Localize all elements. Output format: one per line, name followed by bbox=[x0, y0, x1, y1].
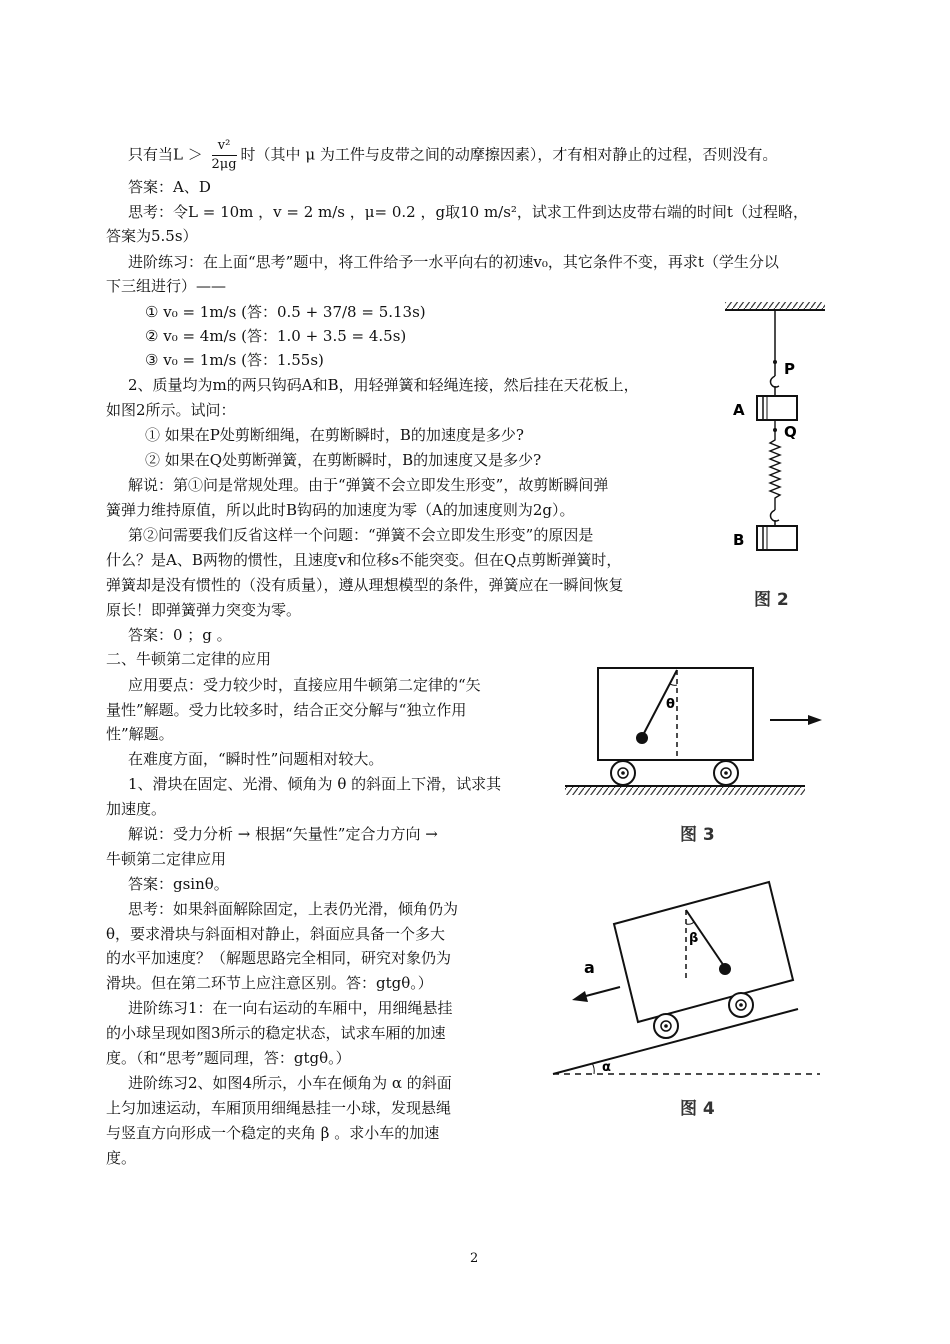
velocity-arrowhead bbox=[808, 715, 822, 725]
point-p bbox=[773, 360, 777, 364]
label-a: a bbox=[584, 958, 595, 977]
label-p: P bbox=[784, 360, 795, 378]
text-line: 进阶练习2、如图4所示，小车在倾角为 α 的斜面 bbox=[128, 1074, 452, 1092]
text-line: 原长！即弹簧弹力突变为零。 bbox=[106, 601, 302, 619]
car-body bbox=[614, 882, 793, 1022]
figure-4-caption: 图 4 bbox=[680, 1099, 715, 1119]
section-heading: 二、牛顿第二定律的应用 bbox=[106, 650, 272, 668]
text-line: 与竖直方向形成一个稳定的夹角 β 。求小车的加速 bbox=[106, 1124, 440, 1142]
label-theta: θ bbox=[666, 697, 675, 712]
wheel-right bbox=[714, 761, 738, 785]
label-alpha: α bbox=[602, 1060, 611, 1075]
text-line: 在难度方面，“瞬时性”问题相对较大。 bbox=[128, 750, 384, 768]
text-line: ② 如果在Q处剪断弹簧，在剪断瞬时，B的加速度又是多少? bbox=[145, 451, 542, 469]
hook-b bbox=[771, 510, 780, 521]
text-line: ③ v₀ = 1m/s (答：1.55s) bbox=[145, 351, 324, 369]
text-line: 思考：如果斜面解除固定，上表仍光滑，倾角仍为 bbox=[128, 900, 459, 918]
label-b: B bbox=[733, 531, 745, 549]
wheel-left bbox=[654, 1014, 678, 1038]
text-line: ① v₀ = 1m/s (答：0.5 + 37/8 = 5.13s) bbox=[145, 303, 426, 321]
ground-hatch bbox=[565, 787, 805, 795]
text-line: 度。 bbox=[106, 1149, 137, 1167]
spring bbox=[770, 420, 780, 510]
car-body bbox=[598, 668, 753, 760]
text-line: 下三组进行）—— bbox=[106, 277, 227, 295]
page-number: 2 bbox=[470, 1251, 479, 1266]
formula-line bbox=[128, 137, 777, 174]
text-line: 答案：gsinθ。 bbox=[128, 875, 229, 893]
figure-2 bbox=[715, 300, 835, 620]
text-line: 的小球呈现如图3所示的稳定状态，试求车厢的加速 bbox=[106, 1024, 446, 1042]
text-line: 2、质量均为m的两只钩码A和B，用轻弹簧和轻绳连接，然后挂在天花板上， bbox=[128, 376, 639, 394]
label-a: A bbox=[733, 401, 745, 419]
pendulum-ball bbox=[636, 732, 648, 744]
text-line: 滑块。但在第二环节上应注意区别。答：gtgθ。） bbox=[106, 974, 433, 992]
text-line: 答案：A、D bbox=[128, 178, 211, 196]
text-line: 量性”解题。受力比较多时，结合正交分解与“独立作用 bbox=[106, 701, 467, 719]
text-line: 答案为5.5s） bbox=[106, 227, 198, 245]
text-line: 1、滑块在固定、光滑、倾角为 θ 的斜面上下滑，试求其 bbox=[128, 775, 502, 793]
acceleration-arrow bbox=[582, 987, 620, 997]
text-line: 第②问需要我们反省这样一个问题：“弹簧不会立即发生形变”的原因是 bbox=[128, 526, 594, 544]
wheel-right bbox=[729, 993, 753, 1017]
label-q: Q bbox=[784, 423, 797, 441]
text-line: 进阶练习：在上面“思考”题中，将工件给予一水平向右的初速v₀，其它条件不变，再求t（学生分以 bbox=[128, 253, 779, 271]
text-line: θ，要求滑块与斜面相对静止，斜面应具备一个多大 bbox=[106, 925, 446, 943]
wheel-left bbox=[611, 761, 635, 785]
text-line: 度。（和“思考”题同理，答：gtgθ。） bbox=[106, 1049, 351, 1067]
ceiling-hatch bbox=[725, 302, 825, 310]
figure-2-caption: 图 2 bbox=[754, 590, 789, 610]
fraction bbox=[212, 137, 237, 174]
line-text: 只有当L ＞ bbox=[128, 145, 208, 164]
acceleration-arrowhead bbox=[572, 991, 588, 1002]
text-line: 上匀加速运动，车厢顶用细绳悬挂一小球，发现悬绳 bbox=[106, 1099, 452, 1117]
text-line: 簧弹力维持原值，所以此时B钩码的加速度为零（A的加速度则为2g）。 bbox=[106, 501, 575, 519]
text-line: 答案：0 ；g 。 bbox=[128, 626, 232, 644]
text-line: ① 如果在P处剪断细绳，在剪断瞬时，B的加速度是多少? bbox=[145, 426, 524, 444]
text-line: 的水平加速度？（解题思路完全相同，研究对象仍为 bbox=[106, 949, 452, 967]
text-line: 解说：受力分析 → 根据“矢量性”定合力方向 → bbox=[128, 825, 438, 843]
fraction-denominator: 2μg bbox=[211, 157, 237, 172]
line-text: 时（其中 μ 为工件与皮带之间的动摩擦因素），才有相对静止的过程，否则没有。 bbox=[240, 145, 778, 164]
fraction-numerator: v² bbox=[212, 137, 237, 156]
incline-angle-arc bbox=[592, 1063, 594, 1074]
text-line: 牛顿第二定律应用 bbox=[106, 850, 227, 868]
text-line: 弹簧却是没有惯性的（没有质量），遵从理想模型的条件，弹簧应在一瞬间恢复 bbox=[106, 576, 624, 594]
text-line: 如图2所示。试问： bbox=[106, 401, 236, 419]
text-line: 加速度。 bbox=[106, 800, 167, 818]
text-line: 应用要点：受力较少时，直接应用牛顿第二定律的“矢 bbox=[128, 676, 481, 694]
figure-4 bbox=[548, 862, 828, 1082]
figure-3-caption: 图 3 bbox=[680, 825, 715, 845]
figure-3 bbox=[560, 660, 830, 810]
text-line: 什么？是A、B两物的惯性，且速度v和位移s不能突变。但在Q点剪断弹簧时， bbox=[106, 551, 622, 569]
pendulum-ball bbox=[719, 963, 731, 975]
text-line: ② v₀ = 4m/s (答：1.0 + 3.5 = 4.5s) bbox=[145, 327, 407, 345]
label-beta: β bbox=[689, 931, 699, 946]
text-line: 进阶练习1：在一向右运动的车厢中，用细绳悬挂 bbox=[128, 999, 453, 1017]
text-line: 性”解题。 bbox=[106, 725, 174, 743]
text-line: 解说：第①问是常规处理。由于“弹簧不会立即发生形变”，故剪断瞬间弹 bbox=[128, 476, 609, 494]
hook-a bbox=[771, 376, 780, 387]
text-line: 思考：令L = 10m ，v = 2 m/s ，μ= 0.2 ，g取10 m/s²，试求工件到达皮带右端的时间t（过程略， bbox=[128, 203, 808, 221]
